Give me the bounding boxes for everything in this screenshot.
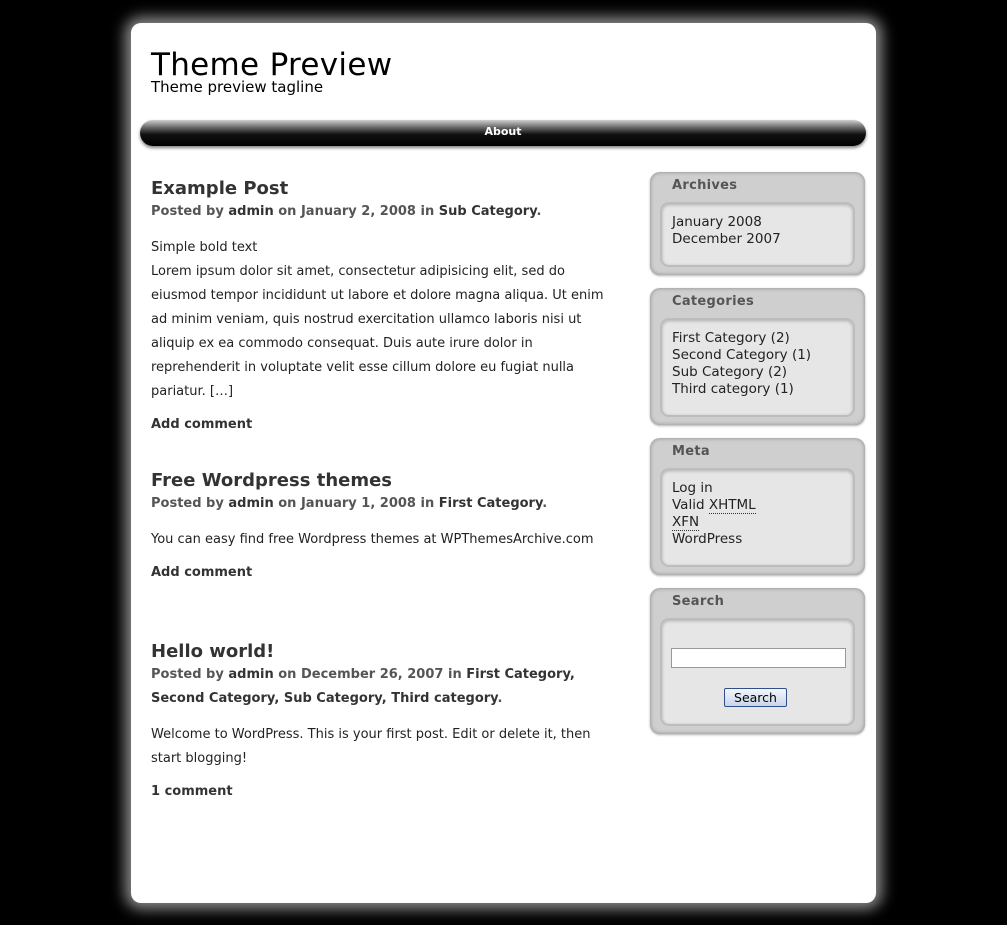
meta-label: . [542,496,548,511]
post [151,641,611,799]
widget-title: Search [672,594,725,609]
category-link[interactable]: Sub Category [672,364,764,380]
widget-box [660,318,855,417]
widget-box [660,618,855,726]
meta-label: Posted by [151,496,224,511]
category-link[interactable]: First Category [438,496,543,511]
post-title[interactable]: Hello world! [151,641,275,662]
category-item [672,330,853,347]
widget-box [660,202,855,267]
comments-link[interactable]: 1 comment [151,784,233,799]
xfn-abbr[interactable]: XFN [672,514,700,530]
xfn-link[interactable] [672,514,853,531]
meta-label: in [420,496,435,511]
post-meta [151,492,611,516]
category-count: (2) [767,364,788,380]
post-date: January 1, 2008 [300,496,416,511]
category-item [672,381,853,398]
meta-widget [650,438,865,575]
category-count: (1) [791,347,812,363]
author-link[interactable]: admin [228,496,274,511]
author-link[interactable]: admin [228,204,274,219]
category-link[interactable]: Sub Category [438,204,537,219]
post-body [151,528,611,552]
meta-label: on [278,204,297,219]
meta-label: in [447,667,462,682]
post-body [151,723,611,771]
wordpress-link[interactable]: WordPress [672,531,743,547]
meta-label: . [497,691,503,706]
meta-label: on [278,667,297,682]
search-input[interactable] [671,648,846,668]
post [151,470,611,580]
category-item [672,364,853,381]
post-title[interactable]: Free Wordpress themes [151,470,393,491]
meta-label: . [536,204,542,219]
post-paragraph: Lorem ipsum dolor sit amet, consectetur adipisicing elit, sed do eiusmod tempor incididunt ut labore et dolore magna aliqua. Ut enim ad minim veniam, quis nostrud exercitation ullamco laboris nisi ut aliquip ex ea commodo consequat. Duis aute irure dolor in reprehenderit in voluptate velit esse cillum dolore eu fugiat nulla pariatur. […] [151,264,604,399]
category-count: (2) [770,330,790,346]
category-link[interactable]: First Category [672,330,767,346]
post-body [151,236,611,404]
category-link[interactable]: Third category [672,381,771,397]
post-paragraph: Welcome to WordPress. This is your first post. Edit or delete it, then start blogging! [151,727,591,766]
valid-xhtml-item [672,497,853,514]
widget-title: Meta [672,444,710,459]
post-date: January 2, 2008 [300,204,416,219]
post-paragraph: You can easy find free Wordpress themes at WPThemesArchive.com [151,532,594,547]
categories-widget [650,288,865,425]
archive-link[interactable]: January 2008 [672,214,762,230]
page-container [131,23,876,903]
xhtml-abbr[interactable]: XHTML [708,497,756,513]
meta-label: on [278,496,297,511]
nav-item-about[interactable]: About [484,125,522,138]
post-meta [151,200,611,224]
category-link[interactable]: Second Category [672,347,788,363]
site-title[interactable]: Theme Preview [151,47,393,83]
author-link[interactable]: admin [228,667,274,682]
post [151,178,611,432]
archive-link[interactable]: December 2007 [672,231,781,247]
post-date: December 26, 2007 [300,667,444,682]
site-tagline: Theme preview tagline [151,78,324,96]
widget-title: Categories [672,294,755,309]
archives-widget [650,172,865,275]
search-widget [650,588,865,734]
post-title[interactable]: Example Post [151,178,289,199]
login-link[interactable]: Log in [672,480,713,496]
nav-bar [140,120,866,146]
category-link[interactable]: First Category, Second Category, Sub Category, Third category [151,667,575,706]
meta-label: Posted by [151,667,224,682]
valid-xhtml-link[interactable]: Valid [672,497,705,513]
comments-link[interactable]: Add comment [151,565,253,580]
search-button[interactable]: Search [724,688,787,707]
category-count: (1) [774,381,794,397]
meta-label: Posted by [151,204,224,219]
widget-box [660,468,855,567]
post-paragraph: Simple bold text [151,240,258,255]
category-item [672,347,853,364]
comments-link[interactable]: Add comment [151,417,253,432]
post-meta [151,663,611,711]
meta-label: in [420,204,435,219]
widget-title: Archives [672,178,738,193]
